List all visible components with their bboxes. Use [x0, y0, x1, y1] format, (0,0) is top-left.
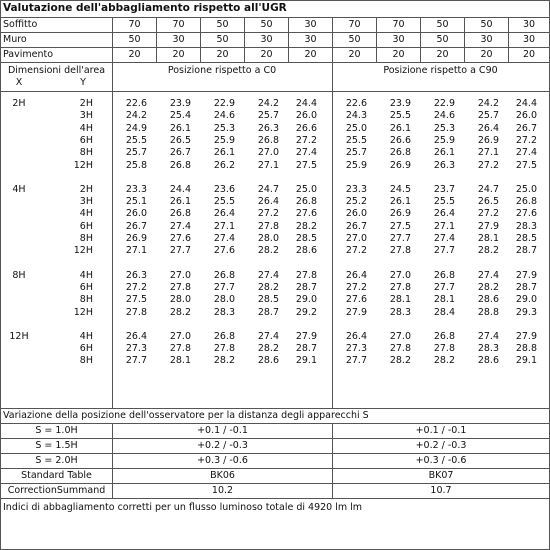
variation-row [1, 439, 549, 454]
ugr-value-c0: 24.4 [169, 183, 191, 195]
reflectance-section [1, 18, 549, 63]
ugr-value-c0: 26.9 [125, 233, 147, 244]
ugr-value-c0: 26.4 [125, 330, 147, 342]
ugr-value-c90: 26.9 [389, 208, 411, 220]
ugr-value-c90: 28.2 [389, 355, 411, 367]
ugr-value-c90: 24.3 [345, 110, 367, 122]
ugr-value-c0: 26.0 [295, 110, 317, 122]
variation-row [1, 424, 549, 439]
ugr-value-c0: 27.2 [125, 281, 147, 293]
ugr-value-c90: 24.6 [433, 110, 455, 122]
variation-c0: BK06 [112, 469, 332, 483]
ugr-value-c90: 26.0 [345, 208, 367, 220]
table-title: Valutazione dell'abbagliamento rispetto all'UGR [1, 1, 549, 18]
variation-c90: +0.1 / -0.1 [332, 424, 549, 438]
ugr-value-c0: 26.7 [125, 220, 147, 232]
ugr-value-c90: 26.7 [345, 220, 367, 232]
ugr-value-c0: 26.4 [213, 208, 235, 220]
ugr-values-grid [1, 92, 549, 409]
y-dimension: 4H [79, 330, 93, 342]
reflectance-value: 20 [376, 48, 420, 62]
ugr-value-c0: 26.3 [125, 269, 147, 281]
reflectance-value: 20 [200, 48, 244, 62]
ugr-value-c90: 25.7 [477, 110, 499, 122]
ugr-value-c90: 23.9 [389, 98, 411, 109]
ugr-value-c0: 28.5 [257, 294, 279, 306]
ugr-value-c90: 25.5 [389, 110, 411, 122]
ugr-value-c0: 24.7 [257, 183, 279, 195]
ugr-value-c90: 26.6 [389, 134, 411, 146]
ugr-value-c90: 28.3 [515, 220, 537, 232]
reflectance-value: 30 [508, 33, 549, 47]
c90-label: Posizione rispetto a C90 [383, 65, 498, 76]
ugr-value-c0: 25.5 [213, 196, 235, 208]
ugr-value-c90: 29.3 [515, 306, 537, 318]
variation-label: S = 2.0H [35, 455, 78, 466]
ugr-value-c0: 26.7 [169, 147, 191, 159]
y-dimension: 8H [79, 355, 93, 367]
ugr-value-c0: 28.2 [257, 281, 279, 293]
ugr-value-c90: 24.7 [477, 183, 499, 195]
ugr-value-c0: 24.6 [213, 110, 235, 122]
y-label: Y [80, 77, 86, 88]
ugr-value-c90: 28.5 [515, 233, 537, 244]
reflectance-value: 20 [156, 48, 200, 62]
ugr-value-c90: 27.0 [389, 330, 411, 342]
variation-row [1, 484, 549, 499]
reflectance-value: 50 [420, 33, 464, 47]
ugr-value-c90: 28.6 [477, 355, 499, 367]
ugr-value-c90: 26.4 [433, 208, 455, 220]
ugr-value-c0: 25.9 [213, 134, 235, 146]
x-dimension: 2H [12, 98, 26, 109]
y-dimension: 2H [79, 183, 93, 195]
ugr-value-c0: 29.1 [295, 355, 317, 367]
y-dimension: 8H [79, 294, 93, 306]
ugr-value-c90: 27.9 [345, 306, 367, 318]
reflectance-value: 50 [112, 33, 156, 47]
ugr-value-c90: 25.2 [345, 196, 367, 208]
y-dimension: 12H [73, 159, 93, 171]
ugr-value-c90: 28.3 [477, 343, 499, 355]
reflectance-value: 70 [376, 18, 420, 32]
ugr-value-c0: 27.1 [125, 245, 147, 257]
ugr-value-c0: 25.3 [213, 122, 235, 134]
reflectance-label: Pavimento [3, 49, 54, 60]
reflectance-row [1, 33, 549, 48]
ugr-value-c90: 24.5 [389, 183, 411, 195]
ugr-value-c0: 28.6 [295, 245, 317, 257]
reflectance-value: 70 [156, 18, 200, 32]
ugr-value-c90: 26.4 [345, 269, 367, 281]
ugr-value-c90: 26.4 [345, 330, 367, 342]
ugr-value-c90: 22.9 [433, 98, 455, 109]
ugr-value-c0: 24.2 [257, 98, 279, 109]
ugr-value-c90: 26.3 [433, 159, 455, 171]
ugr-value-c90: 27.5 [515, 159, 537, 171]
ugr-value-c90: 23.7 [433, 183, 455, 195]
ugr-value-c90: 28.2 [477, 281, 499, 293]
reflectance-value: 20 [288, 48, 332, 62]
ugr-value-c90: 28.2 [433, 355, 455, 367]
ugr-value-c90: 27.8 [389, 281, 411, 293]
reflectance-value: 20 [420, 48, 464, 62]
ugr-value-c90: 26.5 [477, 196, 499, 208]
reflectance-value: 30 [376, 33, 420, 47]
ugr-value-c90: 26.4 [477, 122, 499, 134]
reflectance-value: 50 [200, 18, 244, 32]
ugr-value-c0: 22.6 [125, 98, 147, 109]
y-dimension: 4H [79, 122, 93, 134]
ugr-value-c90: 22.6 [345, 98, 367, 109]
ugr-value-c90: 27.2 [515, 134, 537, 146]
ugr-value-c90: 27.2 [345, 281, 367, 293]
x-dimension: 4H [12, 183, 26, 195]
ugr-value-c90: 28.3 [389, 306, 411, 318]
ugr-value-c0: 28.3 [213, 306, 235, 318]
ugr-value-c0: 26.8 [295, 196, 317, 208]
reflectance-value: 50 [420, 18, 464, 32]
reflectance-value: 50 [332, 33, 376, 47]
ugr-value-c90: 25.0 [515, 183, 537, 195]
ugr-value-c90: 28.7 [515, 281, 537, 293]
ugr-value-c90: 27.4 [433, 233, 455, 244]
ugr-value-c90: 27.8 [433, 343, 455, 355]
reflectance-value: 20 [112, 48, 156, 62]
ugr-value-c0: 28.0 [213, 294, 235, 306]
ugr-value-c90: 28.4 [433, 306, 455, 318]
reflectance-value: 20 [464, 48, 508, 62]
ugr-value-c90: 25.5 [345, 134, 367, 146]
ugr-value-c0: 27.1 [213, 220, 235, 232]
variation-label: Standard Table [21, 470, 92, 481]
y-dimension: 6H [79, 134, 93, 146]
ugr-value-c90: 25.9 [345, 159, 367, 171]
ugr-value-c90: 24.2 [477, 98, 499, 109]
variation-row [1, 454, 549, 469]
ugr-value-c0: 26.1 [169, 196, 191, 208]
ugr-value-c0: 28.6 [257, 355, 279, 367]
ugr-value-c0: 27.4 [213, 233, 235, 244]
ugr-value-c90: 26.8 [389, 147, 411, 159]
y-dimension: 4H [79, 269, 93, 281]
ugr-value-c0: 25.1 [125, 196, 147, 208]
ugr-value-c0: 27.8 [295, 269, 317, 281]
ugr-value-c90: 27.4 [477, 269, 499, 281]
ugr-value-c90: 27.0 [389, 269, 411, 281]
reflectance-value: 30 [508, 18, 549, 32]
ugr-value-c90: 27.9 [477, 220, 499, 232]
ugr-value-c90: 27.7 [389, 233, 411, 244]
column-header [1, 63, 549, 92]
ugr-value-c0: 25.8 [125, 159, 147, 171]
ugr-value-c90: 28.8 [477, 306, 499, 318]
ugr-value-c0: 23.3 [125, 183, 147, 195]
ugr-value-c90: 26.1 [389, 196, 411, 208]
ugr-value-c90: 27.7 [433, 281, 455, 293]
ugr-value-c0: 28.2 [257, 343, 279, 355]
ugr-value-c0: 27.6 [169, 233, 191, 244]
y-dimension: 2H [79, 98, 93, 109]
ugr-value-c90: 25.0 [345, 122, 367, 134]
ugr-value-c90: 28.1 [433, 294, 455, 306]
ugr-value-c90: 27.2 [477, 159, 499, 171]
variation-title: Variazione della posizione dell'osservatore per la distanza degli apparecchi S [1, 409, 549, 424]
ugr-value-c0: 27.4 [169, 220, 191, 232]
ugr-value-c0: 27.1 [257, 159, 279, 171]
reflectance-value: 30 [464, 33, 508, 47]
ugr-value-c0: 28.7 [295, 281, 317, 293]
ugr-value-c90: 27.2 [345, 245, 367, 257]
ugr-value-c0: 27.8 [213, 343, 235, 355]
ugr-value-c90: 27.5 [389, 220, 411, 232]
reflectance-value: 30 [288, 18, 332, 32]
ugr-value-c90: 28.1 [389, 294, 411, 306]
ugr-value-c0: 26.4 [257, 196, 279, 208]
ugr-value-c0: 25.7 [125, 147, 147, 159]
variation-c0: +0.1 / -0.1 [112, 424, 332, 438]
ugr-value-c90: 27.1 [477, 147, 499, 159]
ugr-value-c0: 26.5 [169, 134, 191, 146]
ugr-value-c0: 27.5 [125, 294, 147, 306]
x-dimension: 12H [9, 330, 29, 342]
y-dimension: 6H [79, 220, 93, 232]
ugr-value-c90: 28.6 [477, 294, 499, 306]
ugr-value-c90: 29.1 [515, 355, 537, 367]
ugr-value-c0: 28.7 [257, 306, 279, 318]
ugr-value-c90: 24.4 [515, 98, 537, 109]
ugr-value-c0: 26.1 [169, 122, 191, 134]
ugr-value-c0: 28.2 [213, 355, 235, 367]
ugr-value-c0: 25.4 [169, 110, 191, 122]
variation-c0: 10.2 [112, 484, 332, 498]
ugr-value-c0: 24.4 [295, 98, 317, 109]
variation-label: CorrectionSummand [7, 485, 106, 496]
reflectance-value: 50 [464, 18, 508, 32]
ugr-value-c90: 27.0 [345, 233, 367, 244]
ugr-value-c0: 27.6 [295, 208, 317, 220]
ugr-value-c0: 26.3 [257, 122, 279, 134]
ugr-value-c90: 28.7 [515, 245, 537, 257]
ugr-value-c0: 28.7 [295, 343, 317, 355]
y-dimension: 8H [79, 233, 93, 244]
ugr-value-c90: 26.7 [515, 122, 537, 134]
ugr-value-c0: 26.8 [213, 269, 235, 281]
ugr-value-c0: 27.7 [125, 355, 147, 367]
ugr-value-c90: 26.1 [389, 122, 411, 134]
ugr-value-c90: 25.3 [433, 122, 455, 134]
ugr-value-c0: 23.9 [169, 98, 191, 109]
ugr-value-c0: 26.8 [169, 159, 191, 171]
reflectance-value: 20 [332, 48, 376, 62]
reflectance-label: Muro [3, 34, 27, 45]
ugr-value-c90: 27.8 [389, 245, 411, 257]
ugr-value-c0: 25.7 [257, 110, 279, 122]
ugr-value-c90: 27.9 [515, 330, 537, 342]
ugr-value-c0: 25.0 [295, 183, 317, 195]
footer-note: Indici di abbagliamento corretti per un flusso luminoso totale di 4920 lm lm [3, 502, 363, 513]
ugr-value-c0: 22.9 [213, 98, 235, 109]
ugr-value-c0: 27.4 [295, 147, 317, 159]
reflectance-value: 30 [156, 33, 200, 47]
ugr-value-c90: 25.7 [345, 147, 367, 159]
ugr-value-c0: 26.1 [213, 147, 235, 159]
ugr-value-c90: 26.9 [477, 134, 499, 146]
ugr-value-c0: 27.4 [257, 330, 279, 342]
ugr-value-c0: 27.3 [125, 343, 147, 355]
reflectance-value: 30 [244, 33, 288, 47]
ugr-value-c0: 27.8 [125, 306, 147, 318]
ugr-value-c90: 27.2 [477, 208, 499, 220]
ugr-value-c90: 27.7 [345, 355, 367, 367]
ugr-value-c0: 25.5 [125, 134, 147, 146]
ugr-value-c0: 26.0 [125, 208, 147, 220]
ugr-value-c90: 26.9 [389, 159, 411, 171]
variation-c90: BK07 [332, 469, 549, 483]
variation-c90: +0.3 / -0.6 [332, 454, 549, 468]
variation-label: S = 1.5H [35, 440, 78, 451]
ugr-value-c0: 28.1 [169, 355, 191, 367]
y-dimension: 3H [79, 196, 93, 208]
ugr-value-c0: 27.2 [295, 134, 317, 146]
ugr-value-c90: 27.9 [515, 269, 537, 281]
ugr-value-c0: 27.6 [213, 245, 235, 257]
variation-section [1, 424, 549, 499]
ugr-value-c0: 27.0 [257, 147, 279, 159]
reflectance-value: 20 [244, 48, 288, 62]
ugr-value-c0: 27.0 [169, 330, 191, 342]
ugr-value-c0: 28.0 [169, 294, 191, 306]
ugr-value-c0: 27.8 [257, 220, 279, 232]
y-dimension: 6H [79, 343, 93, 355]
variation-label: S = 1.0H [35, 425, 78, 436]
ugr-value-c90: 26.0 [515, 110, 537, 122]
ugr-value-c90: 26.8 [433, 330, 455, 342]
ugr-value-c90: 27.6 [515, 208, 537, 220]
ugr-value-c0: 27.8 [169, 343, 191, 355]
ugr-value-c0: 23.6 [213, 183, 235, 195]
ugr-value-c0: 28.5 [295, 233, 317, 244]
reflectance-row [1, 18, 549, 33]
ugr-value-c0: 27.7 [169, 245, 191, 257]
reflectance-value: 70 [332, 18, 376, 32]
reflectance-value: 50 [244, 18, 288, 32]
ugr-value-c0: 26.8 [213, 330, 235, 342]
variation-c90: +0.2 / -0.3 [332, 439, 549, 453]
ugr-value-c0: 27.5 [295, 159, 317, 171]
reflectance-row [1, 48, 549, 63]
ugr-value-c90: 27.4 [515, 147, 537, 159]
ugr-value-c90: 25.9 [433, 134, 455, 146]
variation-c90: 10.7 [332, 484, 549, 498]
ugr-value-c0: 26.2 [213, 159, 235, 171]
y-dimension: 12H [73, 306, 93, 318]
ugr-value-c0: 28.2 [169, 306, 191, 318]
ugr-value-c90: 23.3 [345, 183, 367, 195]
ugr-value-c90: 27.8 [389, 343, 411, 355]
variation-c0: +0.3 / -0.6 [112, 454, 332, 468]
variation-row [1, 469, 549, 484]
x-dimension: 8H [12, 269, 26, 281]
ugr-value-c0: 24.2 [125, 110, 147, 122]
ugr-value-c0: 29.0 [295, 294, 317, 306]
reflectance-value: 70 [112, 18, 156, 32]
ugr-value-c90: 26.8 [515, 196, 537, 208]
ugr-value-c0: 27.9 [295, 330, 317, 342]
ugr-value-c90: 26.8 [433, 269, 455, 281]
ugr-value-c0: 27.7 [213, 281, 235, 293]
reflectance-value: 20 [508, 48, 549, 62]
reflectance-label: Soffitto [3, 19, 38, 30]
y-dimension: 3H [79, 110, 93, 122]
ugr-value-c0: 27.4 [257, 269, 279, 281]
ugr-value-c90: 26.1 [433, 147, 455, 159]
ugr-value-c0: 27.2 [257, 208, 279, 220]
ugr-value-c0: 24.9 [125, 122, 147, 134]
ugr-value-c0: 27.8 [169, 281, 191, 293]
ugr-value-c90: 28.1 [477, 233, 499, 244]
ugr-value-c0: 26.6 [295, 122, 317, 134]
ugr-value-c90: 28.8 [515, 343, 537, 355]
ugr-value-c90: 25.5 [433, 196, 455, 208]
x-label: X [15, 77, 23, 88]
y-dimension: 6H [79, 281, 93, 293]
ugr-value-c90: 29.0 [515, 294, 537, 306]
ugr-value-c90: 27.4 [477, 330, 499, 342]
ugr-value-c90: 27.7 [433, 245, 455, 257]
ugr-value-c0: 28.2 [257, 245, 279, 257]
reflectance-value: 30 [288, 33, 332, 47]
ugr-value-c90: 27.6 [345, 294, 367, 306]
y-dimension: 4H [79, 208, 93, 220]
ugr-value-c0: 26.8 [169, 208, 191, 220]
reflectance-value: 50 [200, 33, 244, 47]
ugr-value-c90: 27.3 [345, 343, 367, 355]
ugr-value-c0: 29.2 [295, 306, 317, 318]
ugr-value-c0: 27.0 [169, 269, 191, 281]
ugr-value-c90: 27.1 [433, 220, 455, 232]
area-dimensions-label: Dimensioni dell'area [7, 65, 106, 76]
y-dimension: 8H [79, 147, 93, 159]
y-dimension: 12H [73, 245, 93, 257]
c0-label: Posizione rispetto a C0 [167, 65, 277, 76]
ugr-value-c0: 28.2 [295, 220, 317, 232]
ugr-value-c90: 28.2 [477, 245, 499, 257]
ugr-value-c0: 26.8 [257, 134, 279, 146]
ugr-value-c0: 28.0 [257, 233, 279, 244]
variation-c0: +0.2 / -0.3 [112, 439, 332, 453]
